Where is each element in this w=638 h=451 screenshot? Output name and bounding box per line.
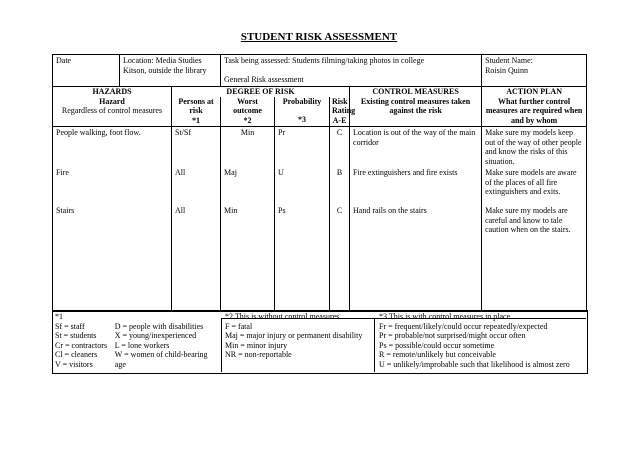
page-title: STUDENT RISK ASSESSMENT bbox=[240, 31, 398, 43]
legend-item: V = visitors bbox=[55, 359, 93, 369]
worst-cell: Min bbox=[221, 205, 275, 311]
legend-item: Sf = staff bbox=[55, 321, 85, 331]
risk-table bbox=[52, 54, 587, 312]
general-label: General Risk assessment bbox=[224, 74, 304, 84]
student-name-label: Student Name: bbox=[485, 56, 533, 65]
probability-cell: Ps bbox=[275, 205, 330, 311]
legend-item: Maj = major injury or permanent disability bbox=[225, 331, 363, 340]
legend-item: R = remote/unlikely but conceivable bbox=[379, 350, 496, 359]
legend-item: X = young/inexperienced bbox=[114, 331, 197, 340]
legend-item: Pr = probable/not surprised/might occur often bbox=[379, 331, 526, 340]
probability-cell: U bbox=[275, 167, 330, 205]
hazard-cell: Stairs bbox=[53, 205, 172, 311]
control-header: CONTROL MEASURES bbox=[350, 87, 482, 97]
legend-item: Fr = frequent/likely/could occur repeatedly/expected bbox=[379, 321, 548, 331]
further-cell: Make sure my models are careful and know to tale caution when on the stairs. bbox=[482, 205, 587, 311]
legend-item: age bbox=[114, 359, 126, 369]
worst-cell: Min bbox=[221, 127, 275, 168]
persons-col-header bbox=[172, 97, 221, 127]
table-row bbox=[53, 205, 587, 311]
probability-col-note: *3 bbox=[298, 115, 307, 124]
task-cell bbox=[221, 55, 482, 87]
legend-item: St = students bbox=[55, 331, 97, 340]
legend-divider-1 bbox=[221, 318, 222, 372]
persons-cell: St/Sf bbox=[172, 127, 221, 168]
legend-item: W = women of child-bearing bbox=[114, 350, 208, 359]
legend-persons-left bbox=[55, 322, 115, 370]
legend-persons-heading: *1 bbox=[55, 312, 63, 321]
legend-item: Cr = contractors bbox=[55, 340, 108, 350]
table-row bbox=[53, 167, 587, 205]
legend-item: NR = non-reportable bbox=[225, 350, 292, 359]
legend-item: Cl = cleaners bbox=[55, 350, 98, 359]
further-cell: Make sure my models keep out of the way of other people and know the risks of this situation. bbox=[482, 127, 587, 168]
hazard-cell: People walking, foot flow. bbox=[53, 127, 172, 168]
persons-col-note: *1 bbox=[192, 115, 201, 125]
action-header: ACTION PLAN bbox=[482, 87, 587, 97]
existing-cell: Location is out of the way of the main corridor bbox=[350, 127, 482, 168]
location-line2: Kitson, outside the library bbox=[123, 65, 207, 75]
legend-outcome bbox=[225, 312, 373, 360]
existing-cell: Fire extinguishers and fire exists bbox=[350, 167, 482, 205]
probability-col-header bbox=[275, 97, 330, 127]
rating-col-header bbox=[330, 96, 356, 127]
existing-col-header: Existing control measures taken against the risk bbox=[350, 97, 482, 127]
rating-cell: C bbox=[330, 127, 350, 168]
student-cell bbox=[482, 55, 587, 87]
rating-cell: C bbox=[330, 205, 350, 311]
legend-persons bbox=[55, 312, 215, 369]
legend-item: L = lone workers bbox=[114, 340, 170, 350]
task-label: Task being assessed: Students filming/taking photos in college bbox=[224, 56, 425, 65]
legend-item: Ps = possible/could occur sometime bbox=[379, 340, 495, 350]
rating-col-label: Risk Rating bbox=[332, 96, 356, 115]
probability-cell: Pr bbox=[275, 127, 330, 168]
degree-header: DEGREE OF RISK bbox=[172, 87, 350, 97]
hazards-header: HAZARDS bbox=[53, 87, 172, 97]
date-label: Date bbox=[56, 56, 72, 65]
hazard-col-header bbox=[53, 97, 172, 127]
legend-persons-right bbox=[115, 322, 215, 370]
existing-cell: Hand rails on the stairs bbox=[350, 205, 482, 311]
date-cell bbox=[53, 55, 120, 87]
further-cell: Make sure models are aware of the places of all fire extinguishers and exits. bbox=[482, 167, 587, 205]
worst-col-header bbox=[221, 97, 275, 127]
worst-cell: Maj bbox=[221, 167, 275, 205]
hazard-col-sub: Regardless of control measures bbox=[61, 106, 163, 115]
rating-cell: B bbox=[330, 167, 350, 205]
probability-col-label: Probability bbox=[282, 96, 322, 106]
student-name: Roisin Quinn bbox=[485, 65, 528, 75]
further-col-header: What further control measures are required when and by whom bbox=[482, 97, 587, 127]
persons-col-label: Persons at risk bbox=[178, 96, 214, 115]
legend-item: Min = minor injury bbox=[225, 340, 288, 350]
legend-probability bbox=[379, 312, 585, 369]
worst-col-note: *2 bbox=[243, 115, 252, 125]
persons-cell: All bbox=[172, 167, 221, 205]
rating-col-note: A-E bbox=[332, 115, 347, 125]
legend-item: U = unlikely/improbable such that likelihood is almost zero bbox=[379, 359, 570, 369]
legend-item: D = people with disabilities bbox=[114, 321, 204, 331]
table-row bbox=[53, 127, 587, 168]
location-cell bbox=[120, 55, 221, 87]
hazard-col-label: Hazard bbox=[99, 96, 125, 106]
hazard-cell: Fire bbox=[53, 167, 172, 205]
legend-divider-2 bbox=[374, 318, 375, 372]
worst-col-label: Worst outcome bbox=[233, 96, 262, 115]
legend-probability-heading: *3 This is with control measures in place bbox=[379, 312, 511, 321]
location-line1: Location: Media Studies bbox=[123, 56, 202, 65]
legend-item: F = fatal bbox=[225, 321, 253, 331]
persons-cell: All bbox=[172, 205, 221, 311]
legend-outcome-heading: *2 This is without control measures bbox=[225, 312, 340, 321]
